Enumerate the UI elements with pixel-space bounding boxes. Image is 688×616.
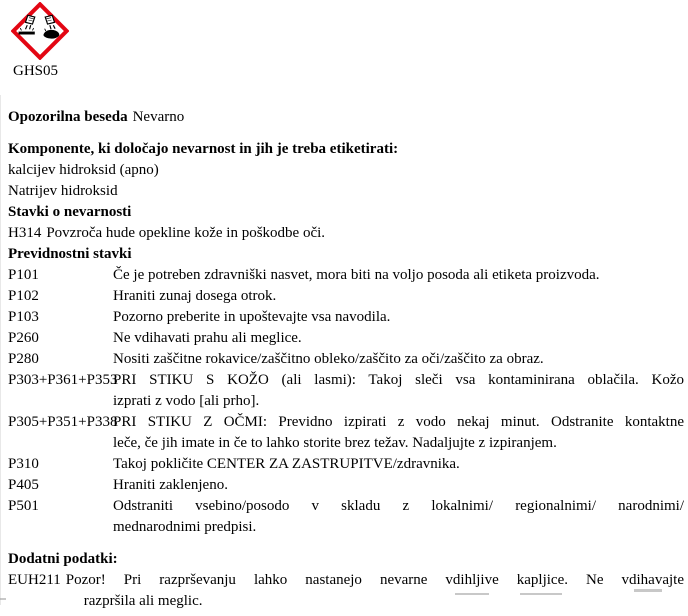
precautionary-row xyxy=(8,454,684,475)
precautionary-row xyxy=(8,349,684,370)
signal-word-label: Opozorilna beseda xyxy=(8,109,128,125)
p-text: Hraniti zunaj dosega otrok. xyxy=(113,288,277,304)
p-text: PRI STIKU Z OČMI: Previdno izpirati z vodo nekaj minut. Odstranite kontaktne xyxy=(113,414,684,430)
p-code: P305+P351+P338 xyxy=(8,414,118,430)
hazard-statements-heading: Stavki o nevarnosti xyxy=(8,204,132,220)
precautionary-row xyxy=(8,496,684,538)
p-code: P101 xyxy=(8,267,39,283)
p-text: PRI STIKU S KOŽO (ali lasmi): Takoj sleči vsa kontaminirana oblačila. Kožo xyxy=(113,372,684,388)
p-code: P260 xyxy=(8,330,39,346)
ghs05-corrosion-icon xyxy=(11,2,69,60)
precautionary-row xyxy=(8,370,684,412)
signal-word-row xyxy=(8,107,684,128)
p-code: P310 xyxy=(8,456,39,472)
hazard-code: H314 xyxy=(8,225,42,241)
table-border-fragment xyxy=(0,95,1,605)
pictogram-code-label: GHS05 xyxy=(13,63,59,79)
component-item: kalcijev hidroksid (apno) xyxy=(8,162,159,178)
component-item: Natrijev hidroksid xyxy=(8,183,118,199)
p-text: Pozorno preberite in upoštevajte vsa navodila. xyxy=(113,309,391,325)
signal-word-value: Nevarno xyxy=(132,109,185,125)
p-text: mednarodnimi predpisi. xyxy=(113,519,257,535)
hazard-statement-row xyxy=(8,223,684,244)
cut-off-text-fragment xyxy=(634,589,662,592)
precautionary-statements-heading: Previdnostni stavki xyxy=(8,246,132,262)
p-code: P280 xyxy=(8,351,39,367)
p-text: Ne vdihavati prahu ali meglice. xyxy=(113,330,302,346)
p-text: izprati z vodo [ali prho]. xyxy=(113,393,260,409)
pictogram-block xyxy=(11,2,684,82)
p-code: P501 xyxy=(8,498,39,514)
euh-code: EUH211 xyxy=(8,572,61,588)
p-text: Če je potreben zdravniški nasvet, mora biti na voljo posoda ali etiketa proizvoda. xyxy=(113,267,600,283)
precautionary-row xyxy=(8,286,684,307)
p-text: Nositi zaščitne rokavice/zaščitno obleko/zaščito za oči/zaščito za obraz. xyxy=(113,351,544,367)
p-text: Hraniti zaklenjeno. xyxy=(113,477,228,493)
p-text: Odstraniti vsebino/posodo v skladu z lokalnimi/ regionalnimi/ narodnimi/ xyxy=(113,498,684,514)
cut-off-text-fragment xyxy=(520,593,562,595)
precautionary-row xyxy=(8,412,684,454)
precautionary-row xyxy=(8,475,684,496)
p-code: P102 xyxy=(8,288,39,304)
euh-text: razpršila ali meglic. xyxy=(83,593,203,609)
p-code: P405 xyxy=(8,477,39,493)
p-text: leče, če jih imate in če to lahko storite brez težav. Nadaljujte z izpiranjem. xyxy=(113,435,557,451)
p-text: Takoj pokličite CENTER ZA ZASTRUPITVE/zdravnika. xyxy=(113,456,460,472)
cut-off-text-fragment xyxy=(455,593,489,595)
p-code: P303+P361+P353 xyxy=(8,372,118,388)
euh-text: Pozor! Pri razprševanju lahko nastanejo nevarne vdihljive kapljice. Ne vdihavajte xyxy=(65,572,684,588)
precautionary-row xyxy=(8,328,684,349)
euh-row xyxy=(8,570,684,612)
additional-information-heading: Dodatni podatki: xyxy=(8,551,118,567)
cut-off-text-fragment xyxy=(0,598,6,600)
precautionary-row xyxy=(8,265,684,286)
components-heading: Komponente, ki določajo nevarnost in jih je treba etiketirati: xyxy=(8,141,399,157)
p-code: P103 xyxy=(8,309,39,325)
hazard-text: Povzroča hude opekline kože in poškodbe oči. xyxy=(46,225,326,241)
precautionary-row xyxy=(8,307,684,328)
